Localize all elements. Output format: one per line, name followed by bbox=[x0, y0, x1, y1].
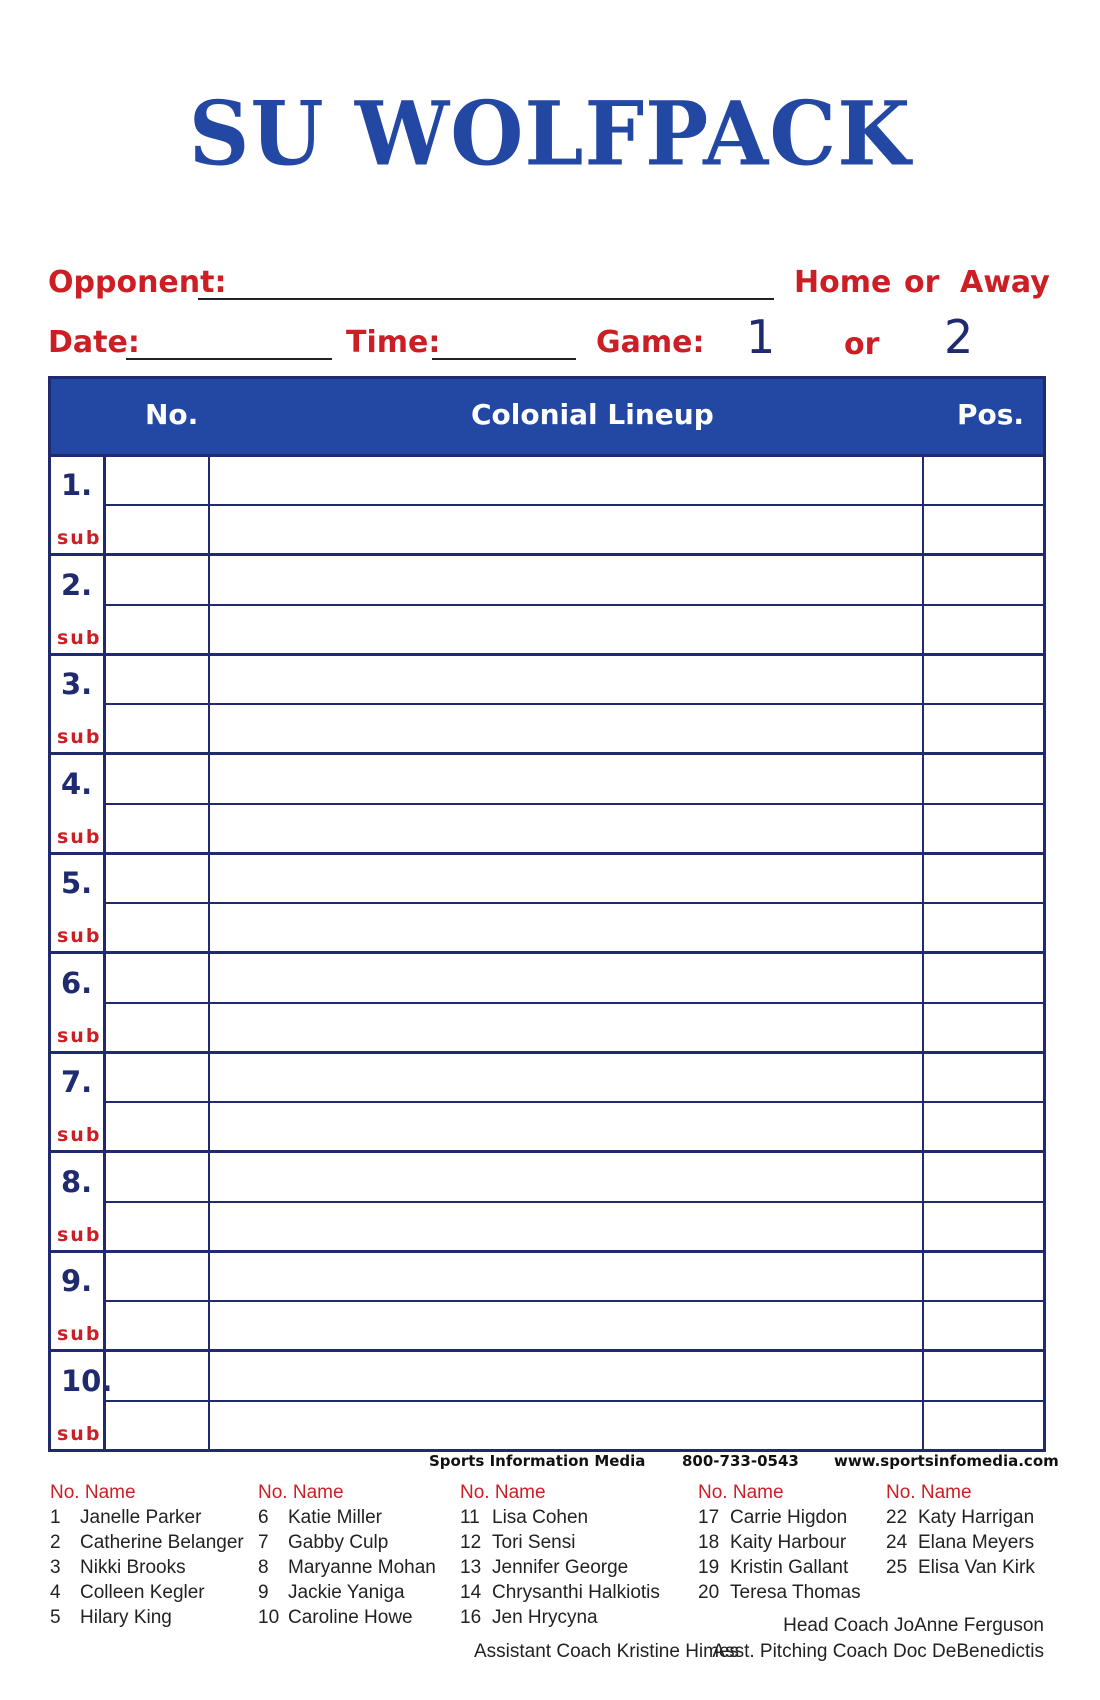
sub-label: sub bbox=[57, 1422, 102, 1445]
batting-order-number: 9. bbox=[61, 1264, 93, 1298]
column-header-lineup: Colonial Lineup bbox=[471, 398, 714, 431]
column-header-pos: Pos. bbox=[957, 398, 1025, 431]
sub-label: sub bbox=[57, 825, 102, 848]
lineup-slot[interactable] bbox=[51, 1353, 1043, 1452]
player-name: Caroline Howe bbox=[288, 1607, 413, 1628]
player-number: 13 bbox=[460, 1557, 482, 1578]
sub-row-divider bbox=[105, 1201, 1043, 1203]
player-number: 16 bbox=[460, 1607, 482, 1628]
roster-column bbox=[460, 1480, 660, 1630]
sponsor-name: Sports Information Media bbox=[429, 1452, 646, 1470]
player-name: Lisa Cohen bbox=[492, 1507, 589, 1528]
batting-order-number: 6. bbox=[61, 965, 93, 1000]
player-name: Hilary King bbox=[80, 1607, 172, 1628]
player-name: Jackie Yaniga bbox=[288, 1582, 405, 1603]
roster-entry bbox=[886, 1555, 1035, 1580]
batting-order-number: 3. bbox=[61, 667, 93, 701]
head-coach: Head Coach JoAnne Ferguson bbox=[783, 1615, 1044, 1636]
sub-label: sub bbox=[57, 1223, 102, 1246]
sub-row-divider bbox=[105, 703, 1043, 705]
player-name: Jen Hrycyna bbox=[492, 1607, 598, 1628]
game-1-option[interactable]: 1 bbox=[746, 310, 776, 364]
batting-order-number: 2. bbox=[61, 567, 93, 602]
roster-entry bbox=[258, 1555, 436, 1580]
away-option[interactable]: Away bbox=[960, 265, 1050, 300]
roster-header bbox=[460, 1480, 660, 1505]
roster-header-no: No. bbox=[698, 1482, 728, 1503]
roster-entry bbox=[50, 1580, 244, 1605]
pitching-coach: Asst. Pitching Coach Doc DeBenedictis bbox=[712, 1641, 1044, 1662]
player-number: 8 bbox=[258, 1557, 269, 1578]
sub-label: sub bbox=[57, 925, 102, 947]
player-number: 25 bbox=[886, 1557, 908, 1578]
batting-order-number: 10. bbox=[61, 1363, 113, 1398]
player-number: 14 bbox=[460, 1582, 482, 1603]
roster-header-no: No. bbox=[50, 1482, 80, 1503]
roster-header-name: Name bbox=[84, 1482, 136, 1503]
player-number: 10 bbox=[258, 1607, 280, 1628]
home-or-away-separator: or bbox=[904, 265, 940, 300]
player-name: Carrie Higdon bbox=[730, 1507, 848, 1528]
batting-order-number: 4. bbox=[61, 766, 93, 801]
lineup-slot[interactable] bbox=[51, 656, 1043, 755]
sub-label: sub bbox=[57, 527, 102, 549]
roster-header-no: No. bbox=[258, 1482, 288, 1503]
player-name: Colleen Kegler bbox=[80, 1582, 205, 1603]
lineup-slot[interactable] bbox=[51, 457, 1043, 556]
time-field[interactable] bbox=[432, 358, 576, 360]
roster-header-no: No. bbox=[886, 1482, 916, 1503]
roster-entry bbox=[886, 1505, 1035, 1530]
opponent-label: Opponent: bbox=[48, 265, 227, 300]
roster-header-name: Name bbox=[732, 1482, 784, 1503]
player-name: Gabby Culp bbox=[288, 1532, 389, 1553]
sub-row-divider bbox=[105, 504, 1043, 506]
player-name: Chrysanthi Halkiotis bbox=[492, 1582, 660, 1603]
roster-entry bbox=[698, 1580, 861, 1605]
player-number: 12 bbox=[460, 1532, 482, 1553]
player-name: Katy Harrigan bbox=[918, 1507, 1035, 1528]
player-name: Maryanne Mohan bbox=[288, 1557, 436, 1578]
game-label: Game: bbox=[596, 325, 705, 360]
date-field[interactable] bbox=[126, 358, 332, 360]
lineup-slot[interactable] bbox=[51, 1154, 1043, 1253]
batting-order-number: 8. bbox=[61, 1164, 93, 1199]
roster-header-name: Name bbox=[292, 1482, 344, 1503]
roster-column bbox=[50, 1480, 244, 1630]
sub-row-divider bbox=[105, 1400, 1043, 1402]
roster-entry bbox=[258, 1505, 436, 1530]
sub-row-divider bbox=[105, 1002, 1043, 1004]
roster-header bbox=[258, 1480, 436, 1505]
player-number: 4 bbox=[50, 1582, 61, 1603]
player-number: 2 bbox=[50, 1532, 61, 1553]
roster-entry bbox=[50, 1605, 244, 1630]
player-number: 18 bbox=[698, 1532, 720, 1553]
game-or-separator: or bbox=[844, 327, 880, 362]
roster-header-no: No. bbox=[460, 1482, 490, 1503]
player-name: Elana Meyers bbox=[918, 1532, 1035, 1553]
roster-entry bbox=[258, 1580, 436, 1605]
sub-label: sub bbox=[57, 726, 102, 748]
roster-entry bbox=[886, 1530, 1035, 1555]
roster-header bbox=[886, 1480, 1035, 1505]
player-number: 9 bbox=[258, 1582, 269, 1603]
batting-order-number: 5. bbox=[61, 866, 93, 900]
column-header-no: No. bbox=[145, 398, 199, 431]
sponsor-website[interactable]: www.sportsinfomedia.com bbox=[834, 1452, 1059, 1470]
player-number: 5 bbox=[50, 1607, 61, 1628]
lineup-table bbox=[48, 376, 1046, 1452]
roster-header bbox=[698, 1480, 861, 1505]
sub-row-divider bbox=[105, 902, 1043, 904]
roster-entry bbox=[50, 1555, 244, 1580]
lineup-slot[interactable] bbox=[51, 955, 1043, 1054]
batting-order-divider bbox=[103, 457, 106, 1449]
number-column-divider bbox=[208, 457, 210, 1449]
player-name: Kaity Harbour bbox=[730, 1532, 847, 1553]
player-number: 17 bbox=[698, 1507, 720, 1528]
position-column-divider bbox=[922, 457, 924, 1449]
opponent-field[interactable] bbox=[198, 298, 774, 300]
lineup-slot[interactable] bbox=[51, 855, 1043, 954]
sub-row-divider bbox=[105, 604, 1043, 606]
player-number: 3 bbox=[50, 1557, 61, 1578]
date-label: Date: bbox=[48, 325, 140, 360]
lineup-slot[interactable] bbox=[51, 1054, 1043, 1153]
player-name: Janelle Parker bbox=[80, 1507, 202, 1528]
player-name: Katie Miller bbox=[288, 1507, 382, 1528]
roster-entry bbox=[698, 1530, 861, 1555]
player-number: 24 bbox=[886, 1532, 908, 1553]
roster-column bbox=[886, 1480, 1035, 1580]
player-name: Nikki Brooks bbox=[80, 1557, 186, 1578]
sub-label: sub bbox=[57, 1024, 102, 1047]
roster-column bbox=[698, 1480, 861, 1605]
player-number: 7 bbox=[258, 1532, 269, 1553]
player-number: 20 bbox=[698, 1582, 720, 1603]
player-name: Teresa Thomas bbox=[730, 1582, 861, 1603]
player-name: Tori Sensi bbox=[492, 1532, 576, 1553]
sub-label: sub bbox=[57, 1323, 102, 1345]
roster-header-name: Name bbox=[920, 1482, 972, 1503]
roster-entry bbox=[258, 1530, 436, 1555]
roster-entry bbox=[698, 1555, 861, 1580]
sub-row-divider bbox=[105, 1300, 1043, 1302]
lineup-slot[interactable] bbox=[51, 557, 1043, 656]
sub-label: sub bbox=[57, 626, 102, 649]
sub-row-divider bbox=[105, 803, 1043, 805]
roster-header bbox=[50, 1480, 244, 1505]
batting-order-number: 1. bbox=[61, 468, 93, 502]
player-number: 19 bbox=[698, 1557, 720, 1578]
player-number: 6 bbox=[258, 1507, 269, 1528]
home-option[interactable]: Home bbox=[794, 265, 892, 300]
sub-row-divider bbox=[105, 1101, 1043, 1103]
lineup-slot[interactable] bbox=[51, 756, 1043, 855]
roster-entry bbox=[698, 1505, 861, 1530]
roster-entry bbox=[460, 1555, 660, 1580]
player-name: Elisa Van Kirk bbox=[918, 1557, 1035, 1578]
player-name: Jennifer George bbox=[492, 1557, 629, 1578]
game-2-option[interactable]: 2 bbox=[944, 310, 974, 364]
roster-entry bbox=[50, 1505, 244, 1530]
roster-entry bbox=[258, 1605, 436, 1630]
sponsor-phone: 800-733-0543 bbox=[682, 1452, 799, 1470]
lineup-slot[interactable] bbox=[51, 1253, 1043, 1352]
time-label: Time: bbox=[346, 325, 441, 360]
roster-entry bbox=[460, 1605, 660, 1630]
player-number: 11 bbox=[460, 1507, 480, 1528]
player-name: Kristin Gallant bbox=[730, 1557, 849, 1578]
roster-header-name: Name bbox=[494, 1482, 546, 1503]
player-number: 22 bbox=[886, 1507, 908, 1528]
roster-entry bbox=[460, 1530, 660, 1555]
lineup-table-header bbox=[51, 379, 1043, 457]
roster-entry bbox=[460, 1505, 660, 1530]
roster-column bbox=[258, 1480, 436, 1630]
batting-order-number: 7. bbox=[61, 1065, 93, 1099]
roster-entry bbox=[50, 1530, 244, 1555]
assistant-coach: Assistant Coach Kristine Himes bbox=[474, 1641, 740, 1662]
roster-entry bbox=[460, 1580, 660, 1605]
player-name: Catherine Belanger bbox=[80, 1532, 244, 1553]
sub-label: sub bbox=[57, 1124, 102, 1146]
player-number: 1 bbox=[50, 1507, 61, 1528]
page-title: SU WOLFPACK bbox=[188, 81, 912, 186]
